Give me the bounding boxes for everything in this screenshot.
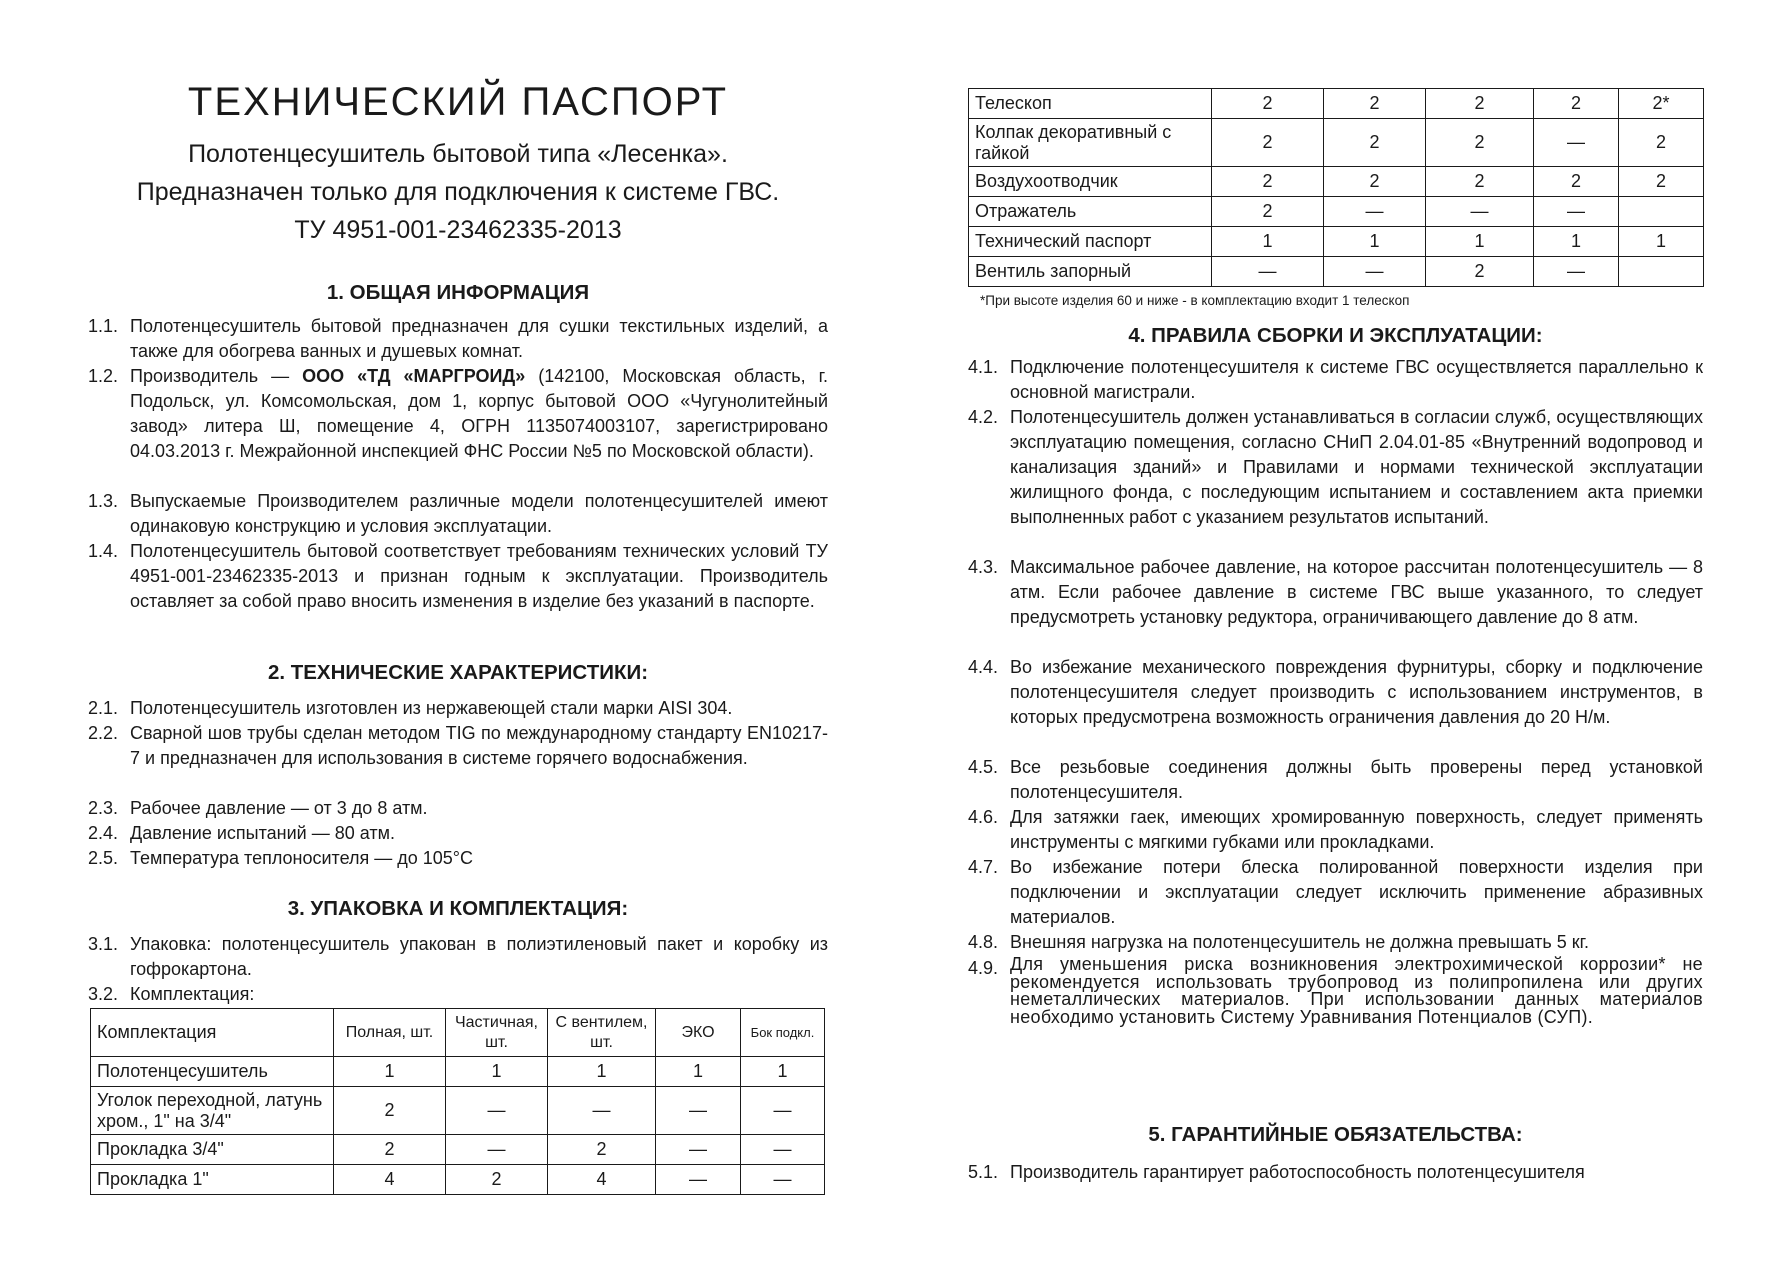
item-number: 1.3.: [88, 491, 119, 511]
list-item: [88, 539, 828, 614]
list-item: [88, 821, 828, 846]
list-item: [968, 930, 1703, 955]
table-cell: 4: [334, 1165, 446, 1195]
item-number: 5.1.: [968, 1162, 999, 1182]
table-cell: 1: [741, 1057, 825, 1087]
table-header-row: [91, 1009, 825, 1057]
table-row: [969, 227, 1704, 257]
table-cell: Телескоп: [969, 89, 1212, 119]
list-item: [968, 655, 1703, 730]
item-text: Комплектация:: [130, 984, 255, 1004]
item-text: Упаковка: полотенцесушитель упакован в полиэтиленовый пакет и коробку из гофрокартона.: [130, 934, 828, 979]
item-number: 4.6.: [968, 807, 999, 827]
list-item: [968, 755, 1703, 805]
item-text: Рабочее давление — от 3 до 8 атм.: [130, 798, 428, 818]
table-cell: 1: [334, 1057, 446, 1087]
table-cell: 1: [1534, 227, 1619, 257]
table-cell: 1: [1324, 227, 1426, 257]
table-cell: 2: [548, 1135, 656, 1165]
table-cell: —: [1534, 257, 1619, 287]
item-number: 4.2.: [968, 407, 999, 427]
tech-spec-code: ТУ 4951-001-23462335-2013: [294, 216, 622, 244]
table-row: [91, 1135, 825, 1165]
table-cell: —: [1426, 197, 1534, 227]
table-cell: 2: [1534, 167, 1619, 197]
kit-table-continued: [968, 88, 1704, 287]
item-text: Температура теплоносителя — до 105°С: [130, 848, 473, 868]
table-cell: —: [1324, 197, 1426, 227]
section-3-title: 3. УПАКОВКА И КОМПЛЕКТАЦИЯ:: [287, 897, 629, 920]
list-item: [88, 721, 828, 771]
item-text: Выпускаемые Производителем различные модели полотенцесушителей имеют одинаковую конструкцию и условия эксплуатации.: [130, 491, 828, 536]
table-cell: —: [656, 1135, 741, 1165]
item-number: 2.2.: [88, 723, 119, 743]
table-cell: 1: [1619, 227, 1704, 257]
table-cell: 1: [1426, 227, 1534, 257]
table-cell: 2: [1426, 167, 1534, 197]
table-cell: 1: [548, 1057, 656, 1087]
table-cell: —: [1212, 257, 1324, 287]
product-name: Полотенцесушитель бытовой типа «Лесенка».: [188, 140, 728, 168]
table-cell: 2: [1212, 197, 1324, 227]
item-text: Все резьбовые соединения должны быть проверены перед установкой полотенцесушителя.: [1010, 757, 1703, 802]
item-number: 2.1.: [88, 698, 119, 718]
list-item: [88, 696, 828, 721]
table-row: [969, 257, 1704, 287]
table-cell: —: [656, 1087, 741, 1135]
table-cell: Прокладка 3/4": [91, 1135, 334, 1165]
item-number: 3.1.: [88, 934, 119, 954]
table-cell: 2: [1534, 89, 1619, 119]
list-item: [968, 805, 1703, 855]
list-item: [88, 982, 828, 1007]
section-4-title: 4. ПРАВИЛА СБОРКИ И ЭКСПЛУАТАЦИИ:: [1128, 324, 1543, 347]
table-cell: 4: [548, 1165, 656, 1195]
table-cell: 2: [1212, 167, 1324, 197]
item-number: 4.1.: [968, 357, 999, 377]
item-text: Подключение полотенцесушителя к системе ГВС осуществляется параллельно к основной магистрали.: [1010, 357, 1703, 402]
item-text: Полотенцесушитель должен устанавливаться в согласии служб, осуществляющих эксплуатацию помещения, согласно СНиП 2.04.01-85 «Внутренний водопровод и канализация зданий» и Правилами и нормами технической эксплуатации жилищного фонда, с последующим испытанием и составлением акта приемки выполненных работ с указанием результатов испытаний.: [1010, 407, 1703, 527]
column-header: ЭКО: [656, 1009, 741, 1057]
list-item: [88, 796, 828, 821]
column-header: С вентилем, шт.: [548, 1009, 656, 1057]
table-cell: —: [741, 1087, 825, 1135]
list-item: [88, 364, 828, 464]
list-item: [968, 855, 1703, 930]
item-text: [130, 364, 828, 464]
table-cell: [1619, 197, 1704, 227]
section-5-title: 5. ГАРАНТИЙНЫЕ ОБЯЗАТЕЛЬСТВА:: [1148, 1123, 1523, 1146]
table-cell: Полотенцесушитель: [91, 1057, 334, 1087]
item-text: Для затяжки гаек, имеющих хромированную поверхность, следует применять инструменты с мягкими губками или прокладками.: [1010, 807, 1703, 852]
item-number: 4.3.: [968, 557, 999, 577]
table-cell: —: [741, 1135, 825, 1165]
item-number: 1.2.: [88, 366, 119, 386]
table-cell: 2: [334, 1135, 446, 1165]
item-text: Внешняя нагрузка на полотенцесушитель не должна превышать 5 кг.: [1010, 932, 1590, 952]
table-cell: 1: [656, 1057, 741, 1087]
table-cell: Отражатель: [969, 197, 1212, 227]
table-row: [969, 89, 1704, 119]
column-header: Комплектация: [91, 1009, 334, 1057]
table-cell: —: [1534, 119, 1619, 167]
table-cell: Уголок переходной, латунь хром., 1" на 3/4": [91, 1087, 334, 1135]
kit-table: [90, 1008, 825, 1195]
item-text: Во избежание механического повреждения фурнитуры, сборку и подключение полотенцесушителя следует производить с использованием инструментов, в которых предусмотрена возможность ограничения давления до 20 Н/м.: [1010, 657, 1703, 727]
table-row: [969, 197, 1704, 227]
list-item: [88, 932, 828, 982]
list-item: [88, 489, 828, 539]
table-cell: 1: [446, 1057, 548, 1087]
item-text: Полотенцесушитель бытовой соответствует требованиям технических условий ТУ 4951-001-23462335-2013 и признан годным к эксплуатации. Производитель оставляет за собой право вносить изменения в изделие без указаний в паспорте.: [130, 541, 828, 611]
list-item: [968, 555, 1703, 630]
table-cell: 2: [446, 1165, 548, 1195]
table-cell: —: [1534, 197, 1619, 227]
table-cell: Воздухоотводчик: [969, 167, 1212, 197]
item-number: 2.3.: [88, 798, 119, 818]
table-cell: 1: [1212, 227, 1324, 257]
section-1-title: 1. ОБЩАЯ ИНФОРМАЦИЯ: [326, 281, 590, 304]
table-cell: —: [446, 1135, 548, 1165]
item-text: Во избежание потери блеска полированной поверхности изделия при подключении и эксплуатации следует исключить применение абразивных материалов.: [1010, 857, 1703, 927]
item-number: 1.1.: [88, 316, 119, 336]
table-cell: Вентиль запорный: [969, 257, 1212, 287]
column-header: Частичная, шт.: [446, 1009, 548, 1057]
item-number: 2.5.: [88, 848, 119, 868]
table-cell: 2: [1426, 89, 1534, 119]
item-text: Полотенцесушитель изготовлен из нержавеющей стали марки AISI 304.: [130, 698, 733, 718]
table-cell: 2: [1324, 89, 1426, 119]
table-cell: 2: [1324, 119, 1426, 167]
table-cell: 2: [1426, 257, 1534, 287]
table-cell: —: [548, 1087, 656, 1135]
table-row: [969, 167, 1704, 197]
table-cell: —: [1324, 257, 1426, 287]
table-cell: —: [741, 1165, 825, 1195]
list-item: [968, 956, 1703, 1026]
item-text: Для уменьшения риска возникновения электрохимической коррозии* не рекомендуется использовать трубопровод из полипропилена или других неметаллических материалов. При использовании данных материалов необходимо установить Систему Уравнивания Потенциалов (СУП).: [1010, 954, 1703, 1027]
table-cell: 2: [1212, 89, 1324, 119]
item-number: 4.9.: [968, 958, 999, 978]
table-cell: 2: [1212, 119, 1324, 167]
table-cell: —: [656, 1165, 741, 1195]
table-row: [969, 119, 1704, 167]
item-number: 4.8.: [968, 932, 999, 952]
table-cell: Технический паспорт: [969, 227, 1212, 257]
table-row: [91, 1165, 825, 1195]
item-text: Производитель гарантирует работоспособность полотенцесушителя: [1010, 1162, 1585, 1182]
column-header: Бок подкл.: [741, 1009, 825, 1057]
item-text: Сварной шов трубы сделан методом TIG по международному стандарту EN10217-7 и предназначен для использования в системе горячего водоснабжения.: [130, 723, 828, 768]
column-header: Полная, шт.: [334, 1009, 446, 1057]
table-cell: 2: [1619, 167, 1704, 197]
table-cell: —: [446, 1087, 548, 1135]
document-title: ТЕХНИЧЕСКИЙ ПАСПОРТ: [187, 80, 729, 124]
item-number: 4.7.: [968, 857, 999, 877]
table-cell: 2: [1619, 119, 1704, 167]
list-item: [88, 314, 828, 364]
item-number: 4.5.: [968, 757, 999, 777]
item-text: Давление испытаний — 80 атм.: [130, 823, 395, 843]
table-cell: 2: [334, 1087, 446, 1135]
text-suffix: (142100, Московская область, г. Подольск, ул. Комсомольская, дом 1, корпус бытовой ООО «Чугунолитейный завод» литера Ш, помещение 4, ОГРН 1135074003107, зарегистрировано 04.03.2013 г. Межрайонной инспекцией ФНС России №5 по Московской области).: [130, 366, 829, 461]
item-number: 4.4.: [968, 657, 999, 677]
item-number: 2.4.: [88, 823, 119, 843]
section-2-title: 2. ТЕХНИЧЕСКИЕ ХАРАКТЕРИСТИКИ:: [267, 661, 649, 684]
list-item: [968, 405, 1703, 530]
manufacturer-name: ООО «ТД «МАРГРОИД»: [302, 366, 526, 386]
table-cell: Прокладка 1": [91, 1165, 334, 1195]
table-cell: 2: [1324, 167, 1426, 197]
purpose-note: Предназначен только для подключения к системе ГВС.: [136, 178, 780, 206]
item-number: 1.4.: [88, 541, 119, 561]
list-item: [88, 846, 828, 871]
table-cell: 2*: [1619, 89, 1704, 119]
table-cell: Колпак декоративный с гайкой: [969, 119, 1212, 167]
list-item: [968, 1160, 1703, 1185]
table-cell: 2: [1426, 119, 1534, 167]
list-item: [968, 355, 1703, 405]
item-text: Максимальное рабочее давление, на которое рассчитан полотенцесушитель — 8 атм. Если рабочее давление в системе ГВС выше указанного, то следует предусмотреть установку редуктора, ограничивающего давление до 8 атм.: [1010, 557, 1703, 627]
item-number: 3.2.: [88, 984, 119, 1004]
table-row: [91, 1057, 825, 1087]
table-footnote: *При высоте изделия 60 и ниже - в комплектацию входит 1 телескоп: [980, 293, 1410, 308]
table-cell: [1619, 257, 1704, 287]
item-text: Полотенцесушитель бытовой предназначен для сушки текстильных изделий, а также для обогрева ванных и душевых комнат.: [130, 316, 828, 361]
text-prefix: Производитель —: [130, 366, 303, 386]
table-row: [91, 1087, 825, 1135]
